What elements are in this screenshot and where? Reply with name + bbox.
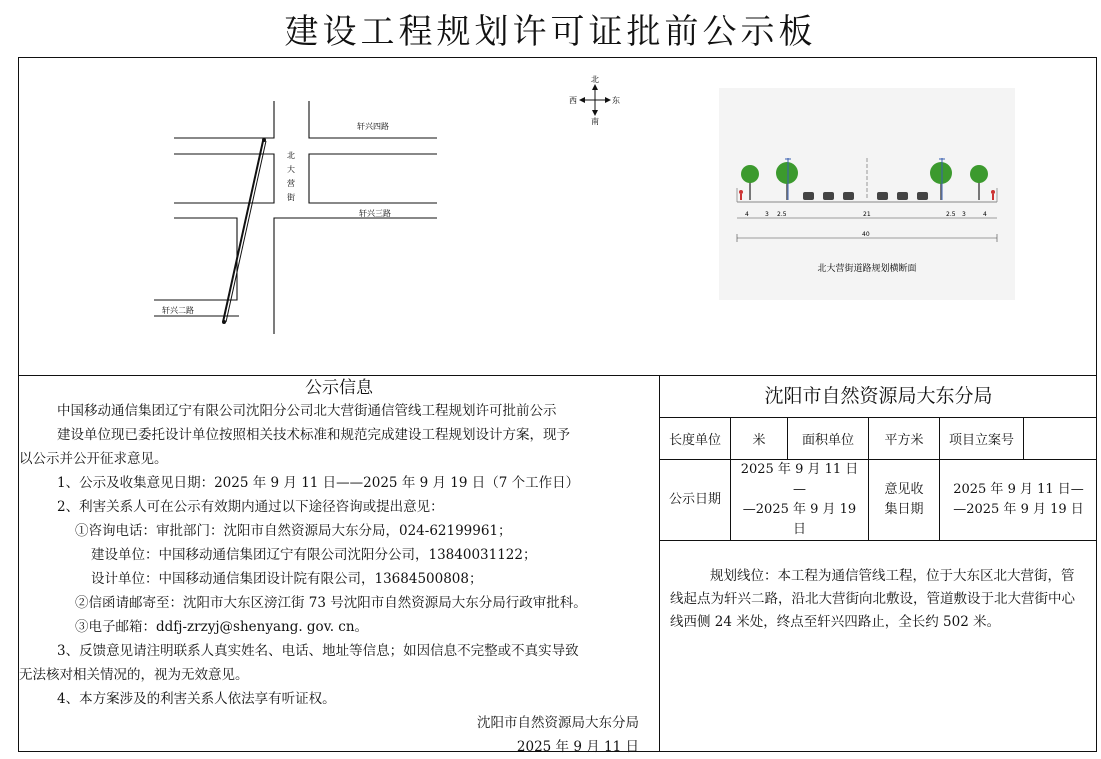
notice-item: 设计单位：中国移动通信集团设计院有限公司，13684500808； (91, 571, 483, 587)
pub-date-start: 2025 年 9 月 11 日— (740, 461, 859, 497)
road-label-xingxing2: 轩兴二路 (162, 306, 194, 315)
pub-date-end: —2025 年 9 月 19 日 (742, 501, 857, 537)
opinion-date-end: —2025 年 9 月 19 日 (953, 501, 1084, 517)
notice-item: 4、本方案涉及的利害关系人依法享有听证权。 (57, 691, 336, 707)
notice-board (18, 57, 1097, 755)
site-map (19, 58, 679, 374)
notice-item: 无法核对相关情况的，视为无效意见。 (19, 667, 249, 683)
pub-date (731, 459, 869, 540)
notice-section (19, 375, 659, 755)
dim-total: 40 (862, 231, 870, 238)
road-cross-section (719, 88, 1015, 300)
notice-line: 建设单位现已委托设计单位按照相关技术标准和规范完成建设工程规划设计方案，现予 (57, 427, 570, 443)
opinion-date (940, 459, 1098, 540)
compass-icon (579, 84, 611, 116)
notice-item: ②信函请邮寄至：沈阳市大东区滂江街 73 号沈阳市自然资源局大东分局行政审批科。 (75, 595, 587, 611)
notice-item: 1、公示及收集意见日期：2025 年 9 月 11 日——2025 年 9 月 19 日（7 个工作日） (57, 475, 580, 491)
opinion-label-2: 集日期 (884, 501, 924, 517)
notice-item: ①咨询电话：审批部门：沈阳市自然资源局大东分局，024-62199961； (75, 523, 512, 539)
dim-right-3: 4 (983, 211, 987, 218)
length-unit-label: 长度单位 (660, 418, 731, 459)
road-label-xingxing3: 轩兴三路 (359, 209, 391, 218)
length-unit: 米 (731, 418, 788, 459)
opinion-date-label (869, 459, 940, 540)
pub-date-label: 公示日期 (660, 459, 731, 540)
opinion-date-start: 2025 年 9 月 11 日— (953, 481, 1084, 497)
area-unit: 平方米 (869, 418, 940, 459)
notice-item: ③电子邮箱：ddfj-zrzyj@shenyang. gov. cn。 (75, 619, 369, 635)
dim-left-3: 2.5 (777, 211, 787, 218)
notice-line: 中国移动通信集团辽宁有限公司沈阳分公司北大营街通信管线工程规划许可批前公示 (57, 403, 557, 419)
notice-item: 2、利害关系人可在公示有效期内通过以下途径咨询或提出意见： (57, 499, 444, 515)
notice-item: 建设单位：中国移动通信集团辽宁有限公司沈阳分公司，13840031122； (91, 547, 537, 563)
area-unit-label: 面积单位 (788, 418, 869, 459)
agency-name: 沈阳市自然资源局大东分局 (660, 375, 1097, 418)
road-label-beidaying-1: 北 (287, 151, 295, 160)
info-table (660, 418, 1097, 541)
opinion-label-1: 意见收 (884, 481, 924, 497)
compass-north: 北 (591, 75, 599, 84)
dim-right-1: 2.5 (946, 211, 956, 218)
road-label-xingxing4: 轩兴四路 (357, 122, 389, 131)
dim-right-2: 3 (962, 211, 966, 218)
sign-date: 2025 年 9 月 11 日 (516, 739, 639, 755)
notice-line: 以公示并公开征求意见。 (19, 451, 168, 467)
info-panel (660, 375, 1097, 752)
page-title: 建设工程规划许可证批前公示板 (284, 12, 817, 52)
compass-east: 东 (612, 96, 620, 105)
dim-left-2: 3 (765, 211, 769, 218)
project-no-label: 项目立案号 (940, 418, 1024, 459)
notice-heading: 公示信息 (305, 378, 373, 398)
notice-item: 3、反馈意见请注明联系人真实姓名、电话、地址等信息；如因信息不完整或不真实导致 (57, 643, 579, 659)
cross-section-caption: 北大营街道路规划横断面 (817, 264, 917, 274)
sign-org: 沈阳市自然资源局大东分局 (477, 715, 639, 731)
dim-left-1: 4 (745, 211, 749, 218)
road-label-beidaying-3: 营 (287, 179, 295, 188)
project-description: 规划线位：本工程为通信管线工程，位于大东区北大营街，管线起点为轩兴二路，沿北大营街向北敷设，管道敷设于北大营街中心线西侧 24 米处，终点至轩兴四路止，全长约 502 米。 (670, 567, 1075, 630)
dim-center: 21 (863, 211, 871, 218)
project-no (1024, 418, 1098, 459)
road-label-beidaying-2: 大 (287, 165, 295, 174)
compass-west: 西 (569, 96, 577, 105)
road-label-beidaying-4: 街 (287, 193, 295, 202)
compass-south: 南 (591, 117, 599, 126)
